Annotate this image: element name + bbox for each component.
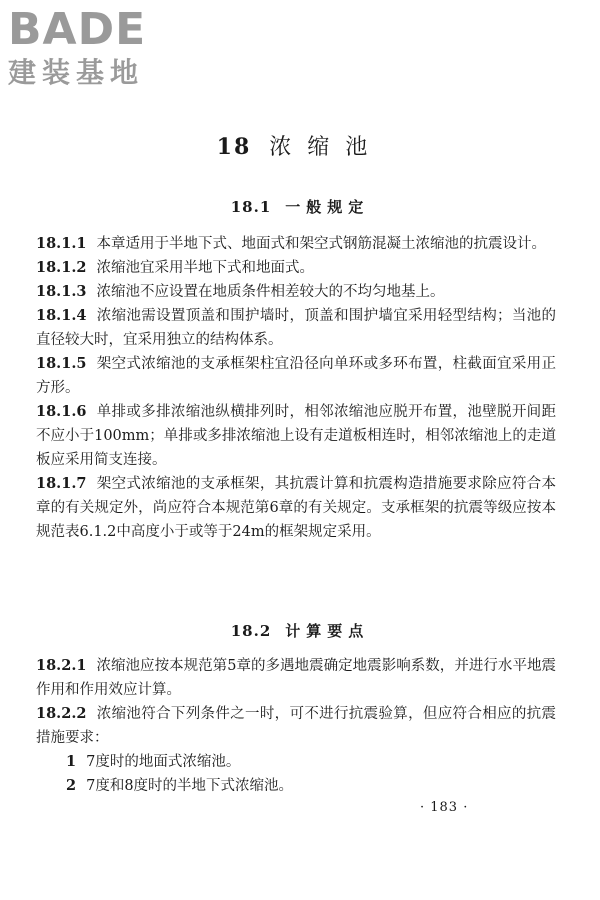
chapter-number: 18 — [216, 134, 252, 160]
clause-text: 浓缩池不应设置在地质条件相差较大的不均匀地基上。 — [96, 284, 445, 300]
list-item — [36, 750, 556, 774]
clause-text: 浓缩池宜采用半地下式和地面式。 — [96, 260, 314, 276]
clause-18-1-1 — [36, 232, 556, 256]
clause-number: 18.1.4 — [36, 307, 87, 324]
clause-18-1-2 — [36, 256, 556, 280]
clause-number: 18.2.2 — [36, 705, 87, 722]
logo-wordmark: BADE — [8, 4, 147, 55]
clause-text: 浓缩池需设置顶盖和围护墙时，顶盖和围护墙宜采用轻型结构；当池的直径较大时，宜采用独立的结构体系。 — [36, 308, 556, 348]
chapter-name: 浓缩池 — [269, 135, 384, 160]
clause-text: 单排或多排浓缩池纵横排列时，相邻浓缩池应脱开布置，池壁脱开间距不应小于100mm；单排或多排浓缩池上设有走道板相连时，相邻浓缩池上的走道板应采用简支连接。 — [36, 404, 556, 468]
item-number: 2 — [66, 777, 77, 794]
section-title-18-1 — [0, 196, 600, 217]
chapter-title — [0, 130, 600, 161]
clause-18-1-6 — [36, 400, 556, 472]
section-number: 18.1 — [230, 198, 272, 216]
bade-logo — [8, 6, 178, 90]
item-number: 1 — [66, 753, 77, 770]
clause-number: 18.1.1 — [36, 235, 87, 252]
clause-18-1-5 — [36, 352, 556, 400]
clause-number: 18.1.2 — [36, 259, 87, 276]
item-text: 7度时的地面式浓缩池。 — [86, 754, 241, 770]
item-text: 7度和8度时的半地下式浓缩池。 — [86, 778, 294, 794]
clause-text: 浓缩池应按本规范第5章的多遇地震确定地震影响系数，并进行水平地震作用和作用效应计算。 — [36, 658, 556, 698]
section-18-1-body — [36, 232, 556, 544]
section-18-2-body — [36, 654, 556, 798]
section-name: 计算要点 — [285, 622, 370, 640]
clause-text: 浓缩池符合下列条件之一时，可不进行抗震验算，但应符合相应的抗震措施要求： — [36, 706, 556, 746]
list-item — [36, 774, 556, 798]
clause-18-2-1 — [36, 654, 556, 702]
section-number: 18.2 — [230, 622, 272, 640]
clause-text: 架空式浓缩池的支承框架，其抗震计算和抗震构造措施要求除应符合本章的有关规定外，尚应符合本规范第6章的有关规定。支承框架的抗震等级应按本规范表6.1.2中高度小于或等于24m的框架规定采用。 — [36, 476, 556, 540]
clause-number: 18.2.1 — [36, 657, 87, 674]
section-title-18-2 — [0, 620, 600, 641]
clause-number: 18.1.3 — [36, 283, 87, 300]
logo-subtitle: 建装基地 — [8, 56, 145, 89]
section-name: 一般规定 — [285, 198, 370, 216]
clause-number: 18.1.7 — [36, 475, 87, 492]
clause-18-2-2 — [36, 702, 556, 750]
clause-text: 本章适用于半地下式、地面式和架空式钢筋混凝土浓缩池的抗震设计。 — [96, 236, 546, 252]
page-number: · 183 · — [420, 800, 469, 815]
clause-18-1-3 — [36, 280, 556, 304]
clause-18-1-4 — [36, 304, 556, 352]
clause-number: 18.1.6 — [36, 403, 87, 420]
clause-text: 架空式浓缩池的支承框架柱宜沿径向单环或多环布置，柱截面宜采用正方形。 — [36, 356, 556, 396]
clause-number: 18.1.5 — [36, 355, 87, 372]
clause-18-1-7 — [36, 472, 556, 544]
